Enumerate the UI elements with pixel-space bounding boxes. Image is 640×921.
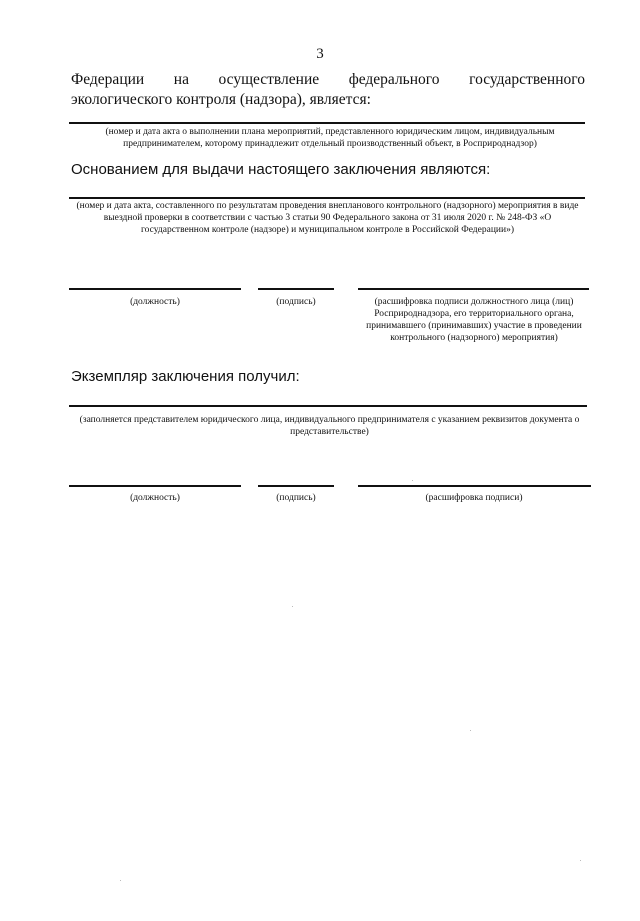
scan-speck xyxy=(470,730,471,731)
basis-heading: Основанием для выдачи настоящего заключения являются: xyxy=(71,161,491,178)
position-line-1 xyxy=(69,288,241,290)
act-number-caption: (номер и дата акта о выполнении плана мероприятий, представленного юридическим лицом, индивидуальным предпринимателем, которому принадлежит отдельный производственный объект, в Росприроднадзор) xyxy=(105,127,555,149)
signature-line-2 xyxy=(258,485,334,487)
signature-caption-2: (подпись) xyxy=(276,493,316,503)
position-caption-1: (должность) xyxy=(130,297,180,307)
decoding-line-2 xyxy=(358,485,591,487)
signature-line-1 xyxy=(258,288,334,290)
scan-speck xyxy=(412,480,413,481)
received-caption: (заполняется представителем юридического лица, индивидуального предпринимателя с указанием реквизитов документа о представительстве) xyxy=(79,415,580,437)
scan-speck xyxy=(292,606,293,607)
scan-speck xyxy=(580,860,581,861)
position-line-2 xyxy=(69,485,241,487)
decoding-line-1 xyxy=(358,288,589,290)
decoding-caption-1: (расшифровка подписи должностного лица (лиц) Росприроднадзора, его территориального органа, принимавшего (принимавших) участие в проведении контрольного (надзорного) мероприятия) xyxy=(366,297,582,343)
act-number-line xyxy=(69,122,585,124)
received-line xyxy=(69,405,587,407)
signature-caption-1: (подпись) xyxy=(276,297,316,307)
basis-line xyxy=(69,197,585,199)
decoding-caption-2: (расшифровка подписи) xyxy=(425,493,523,503)
page-number: 3 xyxy=(316,46,324,62)
position-caption-2: (должность) xyxy=(130,493,180,503)
basis-caption: (номер и дата акта, составленного по результатам проведения внепланового контрольного (надзорного) мероприятия в виде выездной проверки в соответствии с частью 3 статьи 90 Федерального закона от 31 июля 2020 г. № 248-ФЗ «О государственном контроле (надзоре) и муниципальном контроле в Российской Федерации») xyxy=(76,201,579,235)
scan-speck xyxy=(120,880,121,881)
received-heading: Экземпляр заключения получил: xyxy=(71,368,300,385)
intro-paragraph: Федерации на осуществление федерального государственного экологического контроля (надзора), является: xyxy=(71,71,585,108)
